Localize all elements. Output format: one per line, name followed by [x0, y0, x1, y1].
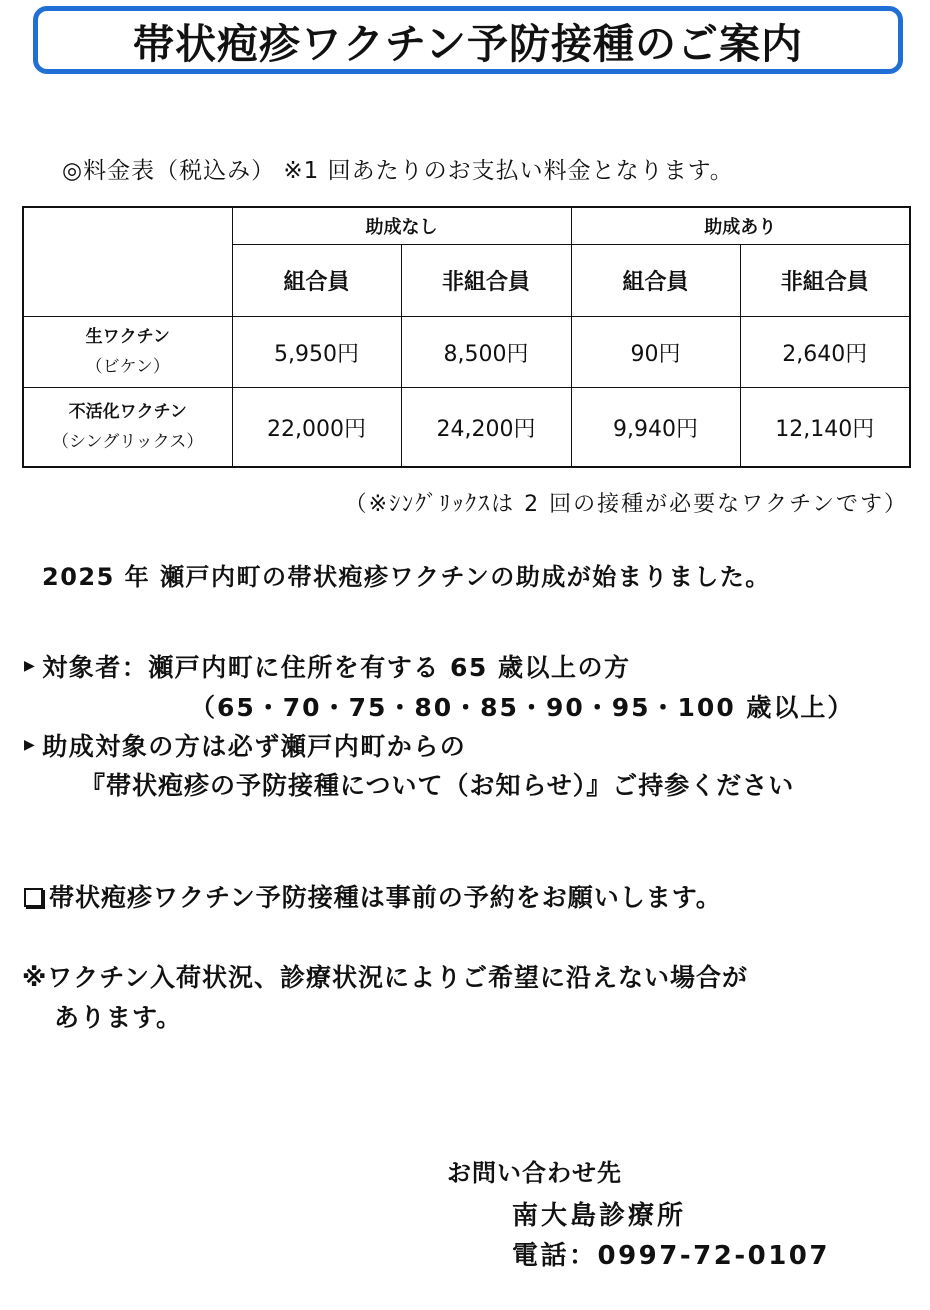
page-title: 帯状疱疹ワクチン予防接種のご案内	[133, 19, 803, 68]
table-corner-cell	[23, 207, 232, 317]
sub-header-member: 組合員	[232, 245, 401, 317]
title-banner	[33, 6, 903, 74]
price-cell: 90円	[571, 317, 740, 388]
contact-clinic-name: 南大島診療所	[512, 1201, 687, 1231]
price-cell: 8,500円	[401, 317, 571, 388]
group-header-no-subsidy: 助成なし	[232, 207, 571, 245]
reservation-text: 帯状疱疹ワクチン予防接種は事前の予約をお願いします。	[49, 883, 722, 912]
reservation-notice	[24, 878, 722, 914]
target-ages: （65・70・75・80・85・90・95・100 歳以上）	[190, 693, 855, 722]
availability-warning: ※ワクチン入荷状況、診療状況によりご希望に沿えない場合が	[22, 963, 749, 992]
contact-phone: 電話：0997-72-0107	[512, 1241, 830, 1271]
row-header-inactivated-vaccine	[23, 388, 232, 468]
price-cell: 9,940円	[571, 388, 740, 468]
price-cell: 22,000円	[232, 388, 401, 468]
target-bullet	[24, 648, 630, 684]
row-header-live-vaccine	[23, 317, 232, 388]
sub-header-nonmember: 非組合員	[401, 245, 571, 317]
vaccine-brand: （ビケン）	[85, 357, 170, 377]
target-text: 対象者：瀬戸内町に住所を有する 65 歳以上の方	[42, 653, 631, 682]
fee-table-caption: ◎料金表（税込み） ※1 回あたりのお支払い料金となります。	[62, 158, 734, 184]
checkbox-icon	[24, 888, 43, 907]
vaccine-name: 生ワクチン	[85, 327, 170, 347]
price-cell: 2,640円	[740, 317, 910, 388]
notice-text: 助成対象の方は必ず瀬戸内町からの	[42, 732, 467, 761]
triangle-right-icon: ▶	[24, 658, 37, 674]
price-cell: 12,140円	[740, 388, 910, 468]
subsidy-headline: 2025 年 瀬戸内町の帯状疱疹ワクチンの助成が始まりました。	[42, 563, 771, 591]
shingrix-note: （※ｼﾝｸﾞﾘｯｸｽは 2 回の接種が必要なワクチンです）	[344, 492, 908, 517]
availability-warning-cont: あります。	[54, 1003, 183, 1032]
notice-bullet	[24, 727, 466, 763]
contact-label: お問い合わせ先	[447, 1159, 622, 1187]
sub-header-member: 組合員	[571, 245, 740, 317]
vaccine-name: 不活化ワクチン	[68, 402, 187, 422]
table-row	[23, 317, 910, 388]
group-header-subsidy: 助成あり	[571, 207, 910, 245]
fee-table	[22, 206, 911, 468]
notice-document: 『帯状疱疹の予防接種について（お知らせ）』ご持参ください	[80, 771, 795, 800]
price-cell: 5,950円	[232, 317, 401, 388]
table-row	[23, 388, 910, 468]
sub-header-nonmember: 非組合員	[740, 245, 910, 317]
vaccine-brand: （シングリックス）	[52, 432, 204, 452]
price-cell: 24,200円	[401, 388, 571, 468]
triangle-right-icon: ▶	[24, 737, 37, 753]
